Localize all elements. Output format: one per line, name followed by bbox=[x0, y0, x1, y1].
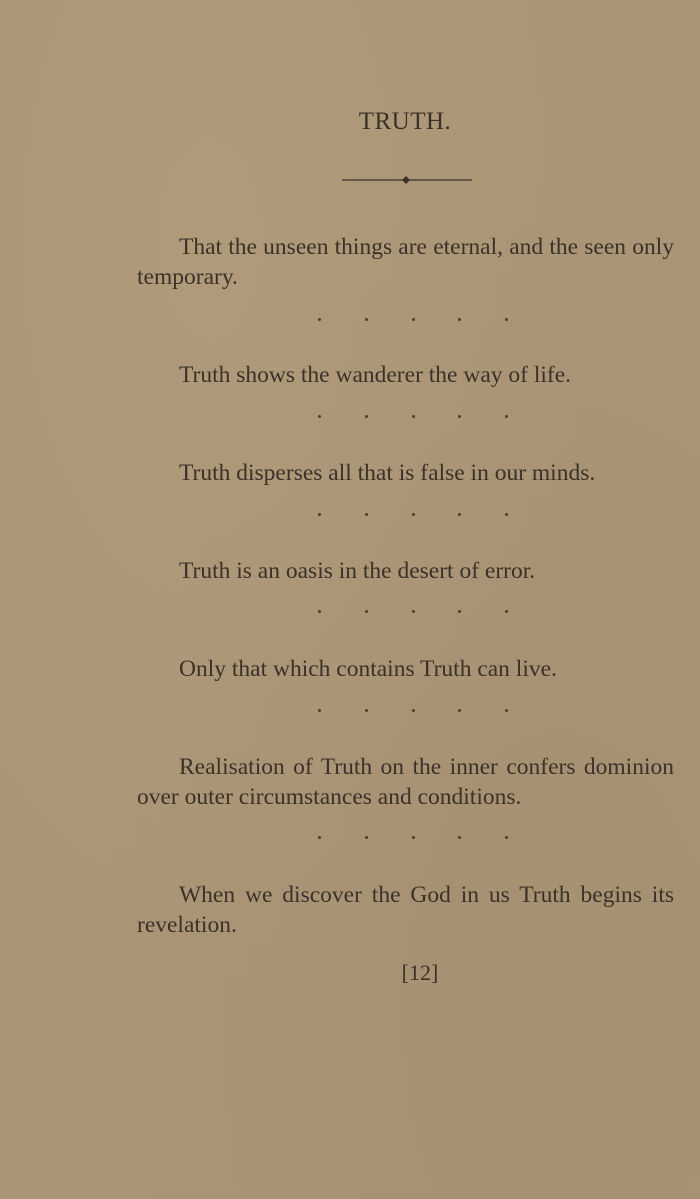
page-title: TRUTH. bbox=[358, 108, 452, 135]
aphorism-paragraph: That the unseen things are eternal, and the seen only temporary. bbox=[137, 234, 674, 290]
section-separator-dots bbox=[318, 318, 508, 326]
page-number: [12] bbox=[401, 960, 439, 985]
aphorism-paragraph: Only that which contains Truth can live. bbox=[179, 656, 557, 682]
section-separator-dots bbox=[318, 513, 508, 521]
section-separator-dots bbox=[318, 836, 508, 844]
aphorism-paragraph: Realisation of Truth on the inner confers dominion over outer circumstances and conditions. bbox=[137, 754, 674, 810]
aphorism-paragraph: Truth is an oasis in the desert of error. bbox=[179, 558, 536, 584]
aphorism-paragraph: Truth disperses all that is false in our minds. bbox=[179, 460, 596, 486]
aphorism-paragraph: When we discover the God in us Truth begins its revelation. bbox=[137, 882, 674, 938]
section-separator-dots bbox=[318, 709, 508, 717]
section-separator-dots bbox=[318, 610, 508, 618]
aphorism-paragraph: Truth shows the wanderer the way of life. bbox=[179, 362, 572, 388]
section-separator-dots bbox=[318, 415, 508, 423]
title-ornament-rule bbox=[342, 172, 472, 188]
